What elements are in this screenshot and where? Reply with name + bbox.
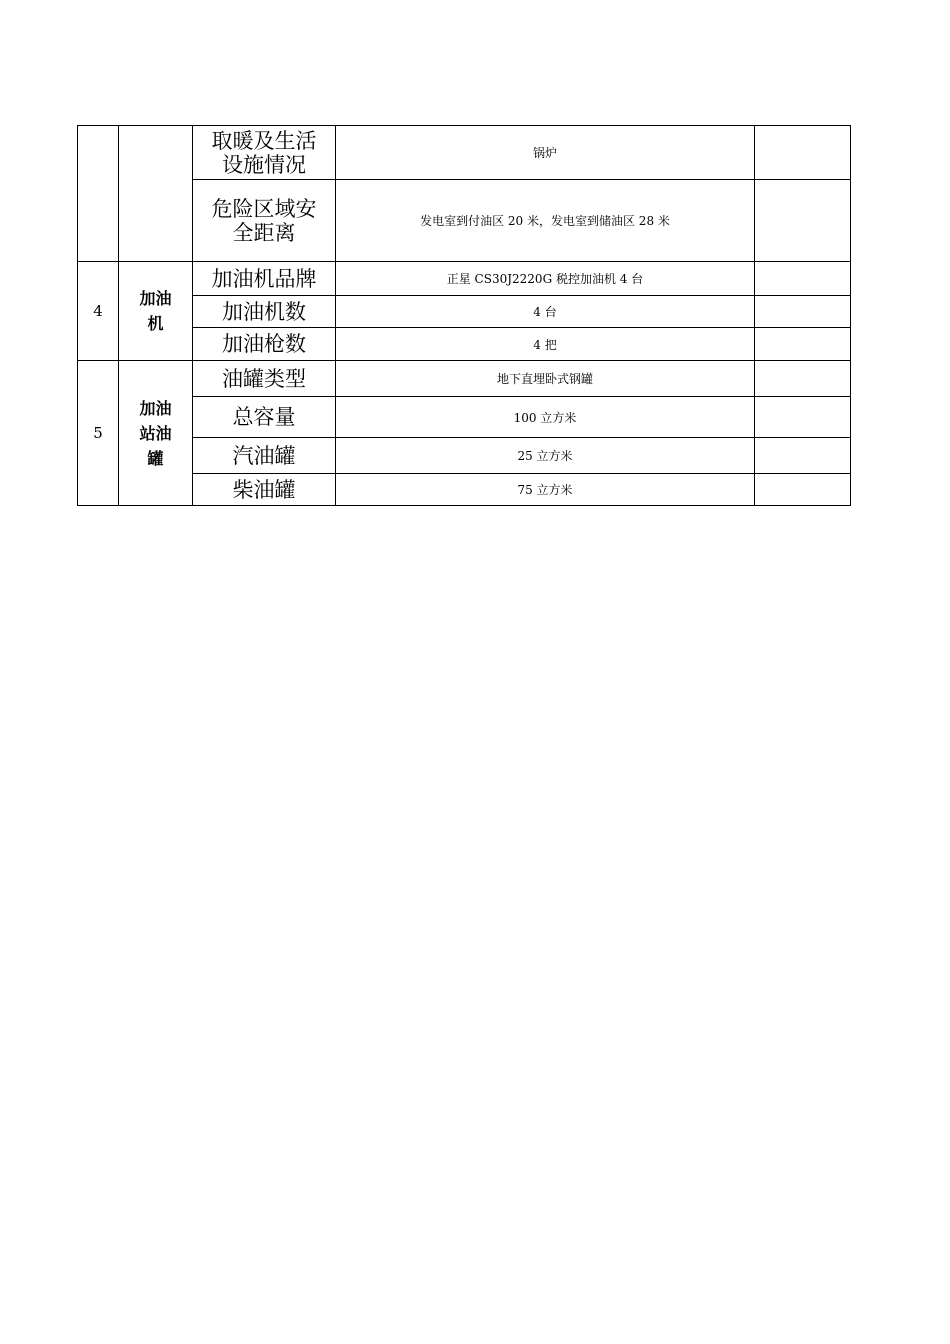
item-label: 油罐类型	[193, 361, 336, 397]
note-cell	[755, 397, 851, 438]
note-cell	[755, 474, 851, 506]
item-value: 75 立方米	[336, 474, 755, 506]
table-row	[78, 328, 851, 361]
note-cell	[755, 438, 851, 474]
item-value: 100 立方米	[336, 397, 755, 438]
note-cell	[755, 361, 851, 397]
group-category-label: 加油站油罐	[139, 398, 172, 468]
item-value: 4 台	[336, 296, 755, 328]
table-row	[78, 126, 851, 180]
group-number: 5	[78, 361, 119, 506]
group-number: 4	[78, 262, 119, 361]
item-label: 加油机数	[193, 296, 336, 328]
item-value: 锅炉	[336, 126, 755, 180]
item-label: 加油机品牌	[193, 262, 336, 296]
note-cell	[755, 262, 851, 296]
group-number-cell	[78, 126, 119, 262]
table-row	[78, 262, 851, 296]
item-value: 地下直埋卧式钢罐	[336, 361, 755, 397]
note-cell	[755, 126, 851, 180]
item-label: 柴油罐	[193, 474, 336, 506]
table-row	[78, 438, 851, 474]
note-cell	[755, 296, 851, 328]
table-row	[78, 361, 851, 397]
table-row	[78, 296, 851, 328]
group-category-label: 加油机	[139, 289, 172, 333]
item-value: 发电室到付油区 20 米，发电室到储油区 28 米	[336, 180, 755, 262]
item-label: 总容量	[193, 397, 336, 438]
item-value: 25 立方米	[336, 438, 755, 474]
item-value: 正星 CS30J2220G 税控加油机 4 台	[336, 262, 755, 296]
group-category	[119, 361, 193, 506]
item-label: 取暖及生活设施情况	[193, 126, 336, 180]
note-cell	[755, 180, 851, 262]
item-label: 危险区域安全距离	[193, 180, 336, 262]
table-row	[78, 397, 851, 438]
group-category	[119, 262, 193, 361]
item-label: 汽油罐	[193, 438, 336, 474]
group-category-cell	[119, 126, 193, 262]
item-value: 4 把	[336, 328, 755, 361]
note-cell	[755, 328, 851, 361]
table-row	[78, 474, 851, 506]
item-label: 加油枪数	[193, 328, 336, 361]
table-row	[78, 180, 851, 262]
station-info-table	[77, 125, 851, 506]
